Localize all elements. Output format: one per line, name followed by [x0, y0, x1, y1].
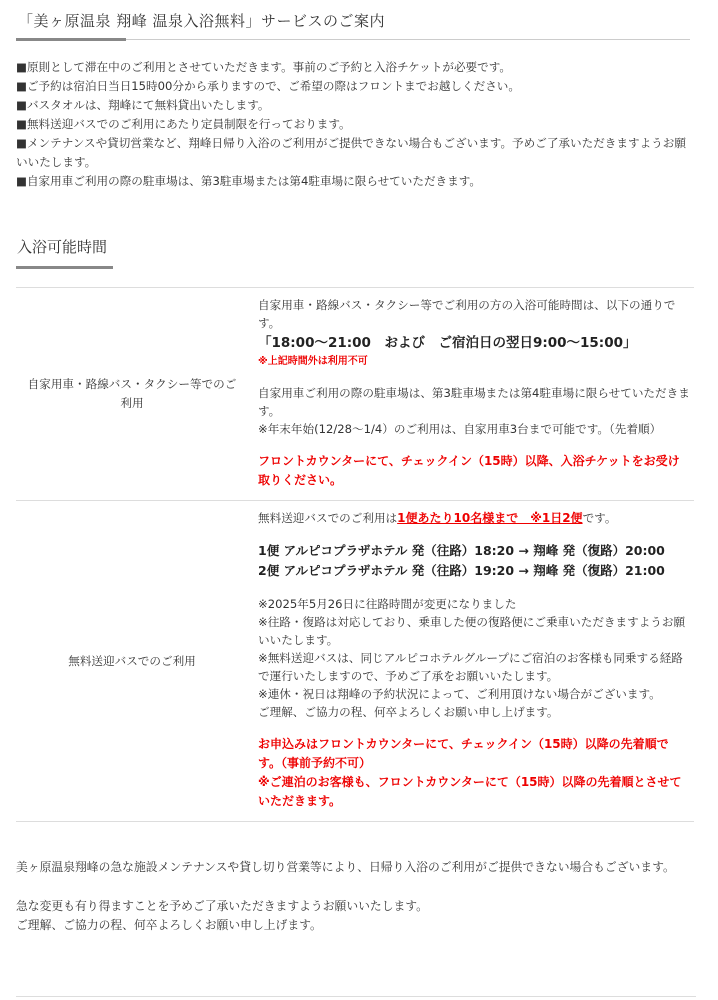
- table-row: [16, 288, 694, 501]
- bus-intro: [258, 509, 690, 527]
- bus-note: ※連休・祝日は翔峰の予約状況によって、ご利用頂けない場合がございます。: [258, 687, 661, 701]
- bus-note: ご理解、ご協力の程、何卒よろしくお願い申し上げます。: [258, 705, 559, 719]
- note-item: ■メンテナンスや貸切営業など、翔峰日帰り入浴のご利用がご提供できない場合もございます。予めご了承いただきますようお願いいたします。: [16, 136, 686, 169]
- row-label: 無料送迎バスでのご利用: [16, 501, 248, 822]
- footer-notice: [16, 858, 696, 936]
- note-item: ■原則として滞在中のご利用とさせていただきます。事前のご予約と入浴チケットが必要です。: [16, 60, 511, 74]
- notes-list: [16, 58, 696, 191]
- note-item: ■ご予約は宿泊日当日15時00分から承りますので、ご希望の際はフロントまでお越しください。: [16, 79, 520, 93]
- bottom-divider: [16, 996, 696, 997]
- note-item: ■自家用車ご利用の際の駐車場は、第3駐車場または第4駐車場に限らせていただきます。: [16, 174, 481, 188]
- bus-note: ※2025年5月26日に往路時間が変更になりました: [258, 597, 517, 611]
- section-title: 入浴可能時間: [17, 238, 108, 256]
- section-underline: [16, 266, 113, 269]
- hours-note: ※上記時間外は利用不可: [258, 356, 368, 367]
- footer-paragraph: 急な変更も有り得ますことを予めご了承いただきますようお願いいたします。: [16, 898, 428, 913]
- table-row: [16, 501, 694, 822]
- title-divider: [16, 39, 690, 40]
- bus-note: ※無料送迎バスは、同じアルピコホテルグループにご宿泊のお客様も同乗する経路で運行いたしますので、予めご了承をお願いいたします。: [258, 651, 683, 683]
- bus-stay-notice: ※ご連泊のお客様も、フロントカウンターにて（15時）以降の先着順とさせていただきます。: [258, 775, 682, 808]
- newyear-note: ※年末年始(12/28～1/4）のご利用は、自家用車3台まで可能です。（先着順）: [258, 422, 662, 436]
- footer-paragraph: 美ヶ原温泉翔峰の急な施設メンテナンスや貸し切り営業等により、日帰り入浴のご利用がご提供できない場合もございます。: [16, 860, 675, 874]
- row-label: 自家用車・路線バス・タクシー等でのご利用: [16, 288, 248, 501]
- note-item: ■無料送迎バスでのご利用にあたり定員制限を行っております。: [16, 117, 351, 131]
- bus-capacity: 1便あたり10名様まで ※1日2便: [397, 511, 583, 525]
- footer-paragraph: ご理解、ご協力の程、何卒よろしくお願い申し上げます。: [16, 918, 322, 932]
- row-intro: 自家用車・路線バス・タクシー等でご利用の方の入浴可能時間は、以下の通りです。: [258, 298, 676, 330]
- page-title: 「美ヶ原温泉 翔峰 温泉入浴無料」サービスのご案内: [18, 12, 386, 30]
- parking-text: 自家用車ご利用の際の駐車場は、第3駐車場または第4駐車場に限らせていただきます。: [258, 386, 690, 418]
- bus-schedule-1: 1便 アルピコプラザホテル 発（往路）18:20 → 翔峰 発（復路）20:00: [258, 543, 665, 558]
- bus-note: ※往路・復路は対応しており、乗車した便の復路便にご乗車いただきますようお願いいたします。: [258, 615, 686, 647]
- page-header: [16, 8, 690, 40]
- front-notice: フロントカウンターにて、チェックイン（15時）以降、入浴チケットをお受け取りください。: [258, 454, 680, 487]
- bus-intro-post: です。: [582, 511, 617, 525]
- bus-front-notice: お申込みはフロントカウンターにて、チェックイン（15時）以降の先着順です。（事前予約不可）: [258, 737, 669, 770]
- section-header: [16, 236, 113, 269]
- bus-schedule-2: 2便 アルピコプラザホテル 発（往路）19:20 → 翔峰 発（復路）21:00: [258, 563, 665, 578]
- note-item: ■バスタオルは、翔峰にて無料貸出いたします。: [16, 98, 270, 112]
- hours-text: 「18:00～21:00 および ご宿泊日の翌日9:00～15:00」: [258, 335, 637, 351]
- row-content: [248, 288, 694, 501]
- bath-hours-table: [16, 287, 694, 822]
- row-content: [248, 501, 694, 822]
- bus-intro-pre: 無料送迎バスでのご利用は: [258, 511, 398, 525]
